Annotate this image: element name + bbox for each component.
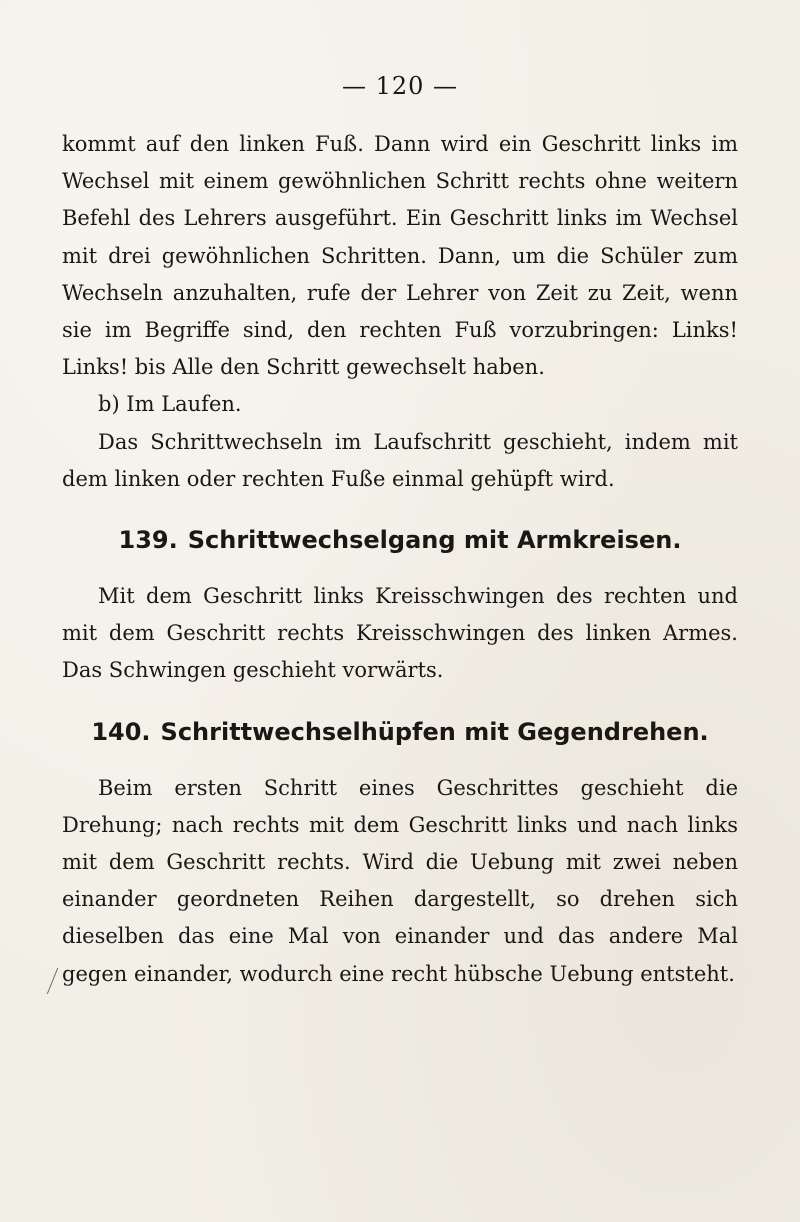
section-title: Schrittwechselgang mit Armkreisen.: [187, 526, 682, 555]
page-number: — 120 —: [341, 72, 459, 100]
subheading-b: b) Im Laufen.: [98, 392, 242, 417]
paragraph-laufen: Das Schrittwechseln im Laufschritt geschieht, indem mit dem linken oder rechten Fuße einmal gehüpft wird.: [62, 429, 738, 491]
paragraph-gegendrehen: Beim ersten Schritt eines Geschrittes geschieht die Drehung; nach rechts mit dem Geschritt links und nach links mit dem Geschritt rechts. Wird die Uebung mit zwei neben einander geordneten Reihen dargestellt, so drehen sich dieselben das eine Mal von einander und das andere Mal gegen einander, wodurch eine recht hübsche Uebung entsteht.: [62, 775, 738, 986]
section-number: 139.: [118, 526, 178, 555]
paragraph-continuation: kommt auf den linken Fuß. Dann wird ein Geschritt links im Wechsel mit einem gewöhnlichen Schritt rechts ohne weitern Befehl des Lehrers ausgeführt. Ein Geschritt links im Wechsel mit drei gewöhnlichen Schritten. Dann, um die Schüler zum Wechseln anzuhalten, rufe der Lehrer von Zeit zu Zeit, wenn sie im Begriffe sind, den rechten Fuß vorzubringen: Links! Links! bis Alle den Schritt gewechselt haben.: [62, 132, 738, 380]
section-number: 140.: [91, 717, 151, 746]
section-title: Schrittwechselhüpfen mit Gegendrehen.: [160, 717, 709, 746]
paragraph-armkreisen: Mit dem Geschritt links Kreisschwingen des rechten und mit dem Geschritt rechts Kreisschwingen des linken Armes. Das Schwingen geschieht vorwärts.: [62, 584, 738, 683]
section-heading-140: [62, 712, 738, 752]
section-heading-139: [62, 520, 738, 560]
